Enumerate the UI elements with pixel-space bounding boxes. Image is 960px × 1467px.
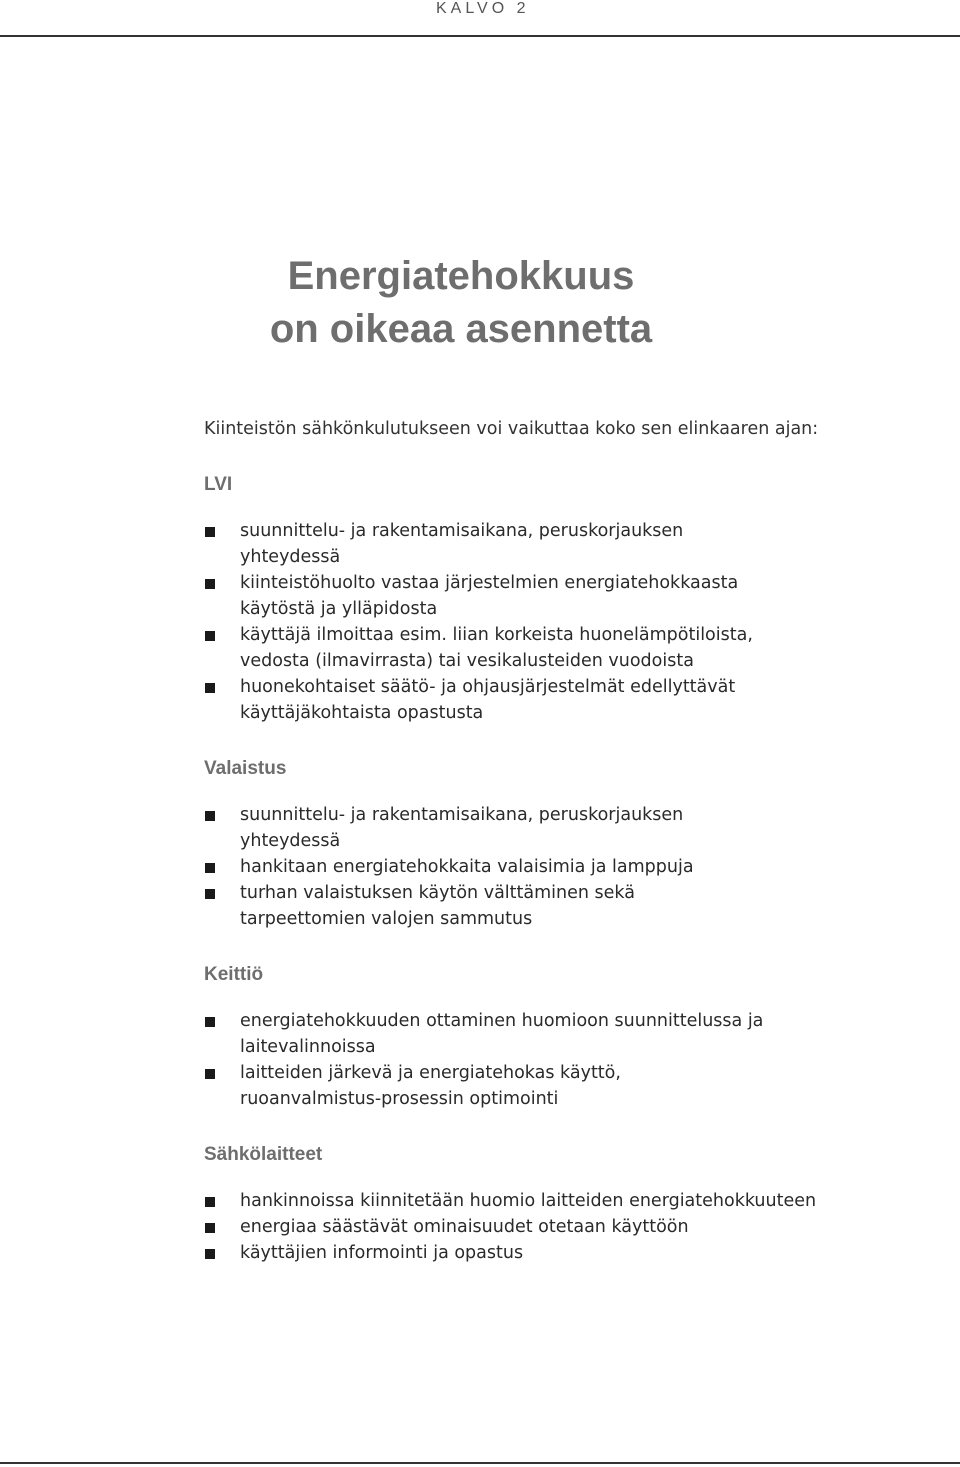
top-divider	[0, 35, 960, 37]
square-bullet-icon	[205, 863, 215, 873]
square-bullet-icon	[205, 1197, 215, 1207]
slide-label: KALVO 2	[436, 0, 530, 17]
list-item: energiaa säästävät ominaisuudet otetaan käyttöön	[204, 1214, 844, 1240]
square-bullet-icon	[205, 1249, 215, 1259]
list-item: kiinteistöhuolto vastaa järjestelmien energiatehokkaasta käytöstä ja ylläpidosta	[204, 570, 769, 622]
title-line-2: on oikeaa asennetta	[269, 307, 653, 351]
list-item: suunnittelu- ja rakentamisaikana, peruskorjauksen yhteydessä	[204, 802, 764, 854]
square-bullet-icon	[205, 811, 215, 821]
square-bullet-icon	[205, 683, 215, 693]
list-item: käyttäjä ilmoittaa esim. liian korkeista huonelämpötiloista, vedosta (ilmavirrasta) tai vesikalusteiden vuodoista	[204, 622, 769, 674]
list-item: hankitaan energiatehokkaita valaisimia ja lamppuja	[204, 854, 764, 880]
section-list-sahkolaitteet	[204, 1188, 844, 1266]
list-item: huonekohtaiset säätö- ja ohjausjärjestelmät edellyttävät käyttäjäkohtaista opastusta	[204, 674, 769, 726]
square-bullet-icon	[205, 1069, 215, 1079]
section-heading-sahkolaitteet: Sähkölaitteet	[204, 1144, 323, 1165]
list-item: suunnittelu- ja rakentamisaikana, peruskorjauksen yhteydessä	[204, 518, 769, 570]
list-item: laitteiden järkevä ja energiatehokas käyttö, ruoanvalmistus-prosessin optimointi	[204, 1060, 764, 1112]
square-bullet-icon	[205, 1223, 215, 1233]
list-item: hankinnoissa kiinnitetään huomio laitteiden energiatehokkuuteen	[204, 1188, 844, 1214]
square-bullet-icon	[205, 631, 215, 641]
section-list-lvi	[204, 518, 769, 726]
section-list-keittio	[204, 1008, 764, 1112]
section-heading-lvi: LVI	[204, 474, 233, 495]
title-line-1: Energiatehokkuus	[287, 254, 635, 298]
bottom-divider	[0, 1462, 960, 1464]
square-bullet-icon	[205, 889, 215, 899]
intro-text: Kiinteistön sähkönkulutukseen voi vaikuttaa koko sen elinkaaren ajan:	[204, 419, 819, 439]
section-heading-keittio: Keittiö	[204, 964, 264, 985]
list-item: energiatehokkuuden ottaminen huomioon suunnittelussa ja laitevalinnoissa	[204, 1008, 764, 1060]
square-bullet-icon	[205, 579, 215, 589]
section-heading-valaistus: Valaistus	[204, 758, 287, 779]
list-item: käyttäjien informointi ja opastus	[204, 1240, 844, 1266]
square-bullet-icon	[205, 527, 215, 537]
content-body	[204, 416, 904, 1266]
square-bullet-icon	[205, 1017, 215, 1027]
section-list-valaistus	[204, 802, 764, 932]
page-title	[0, 250, 960, 356]
list-item: turhan valaistuksen käytön välttäminen sekä tarpeettomien valojen sammutus	[204, 880, 764, 932]
